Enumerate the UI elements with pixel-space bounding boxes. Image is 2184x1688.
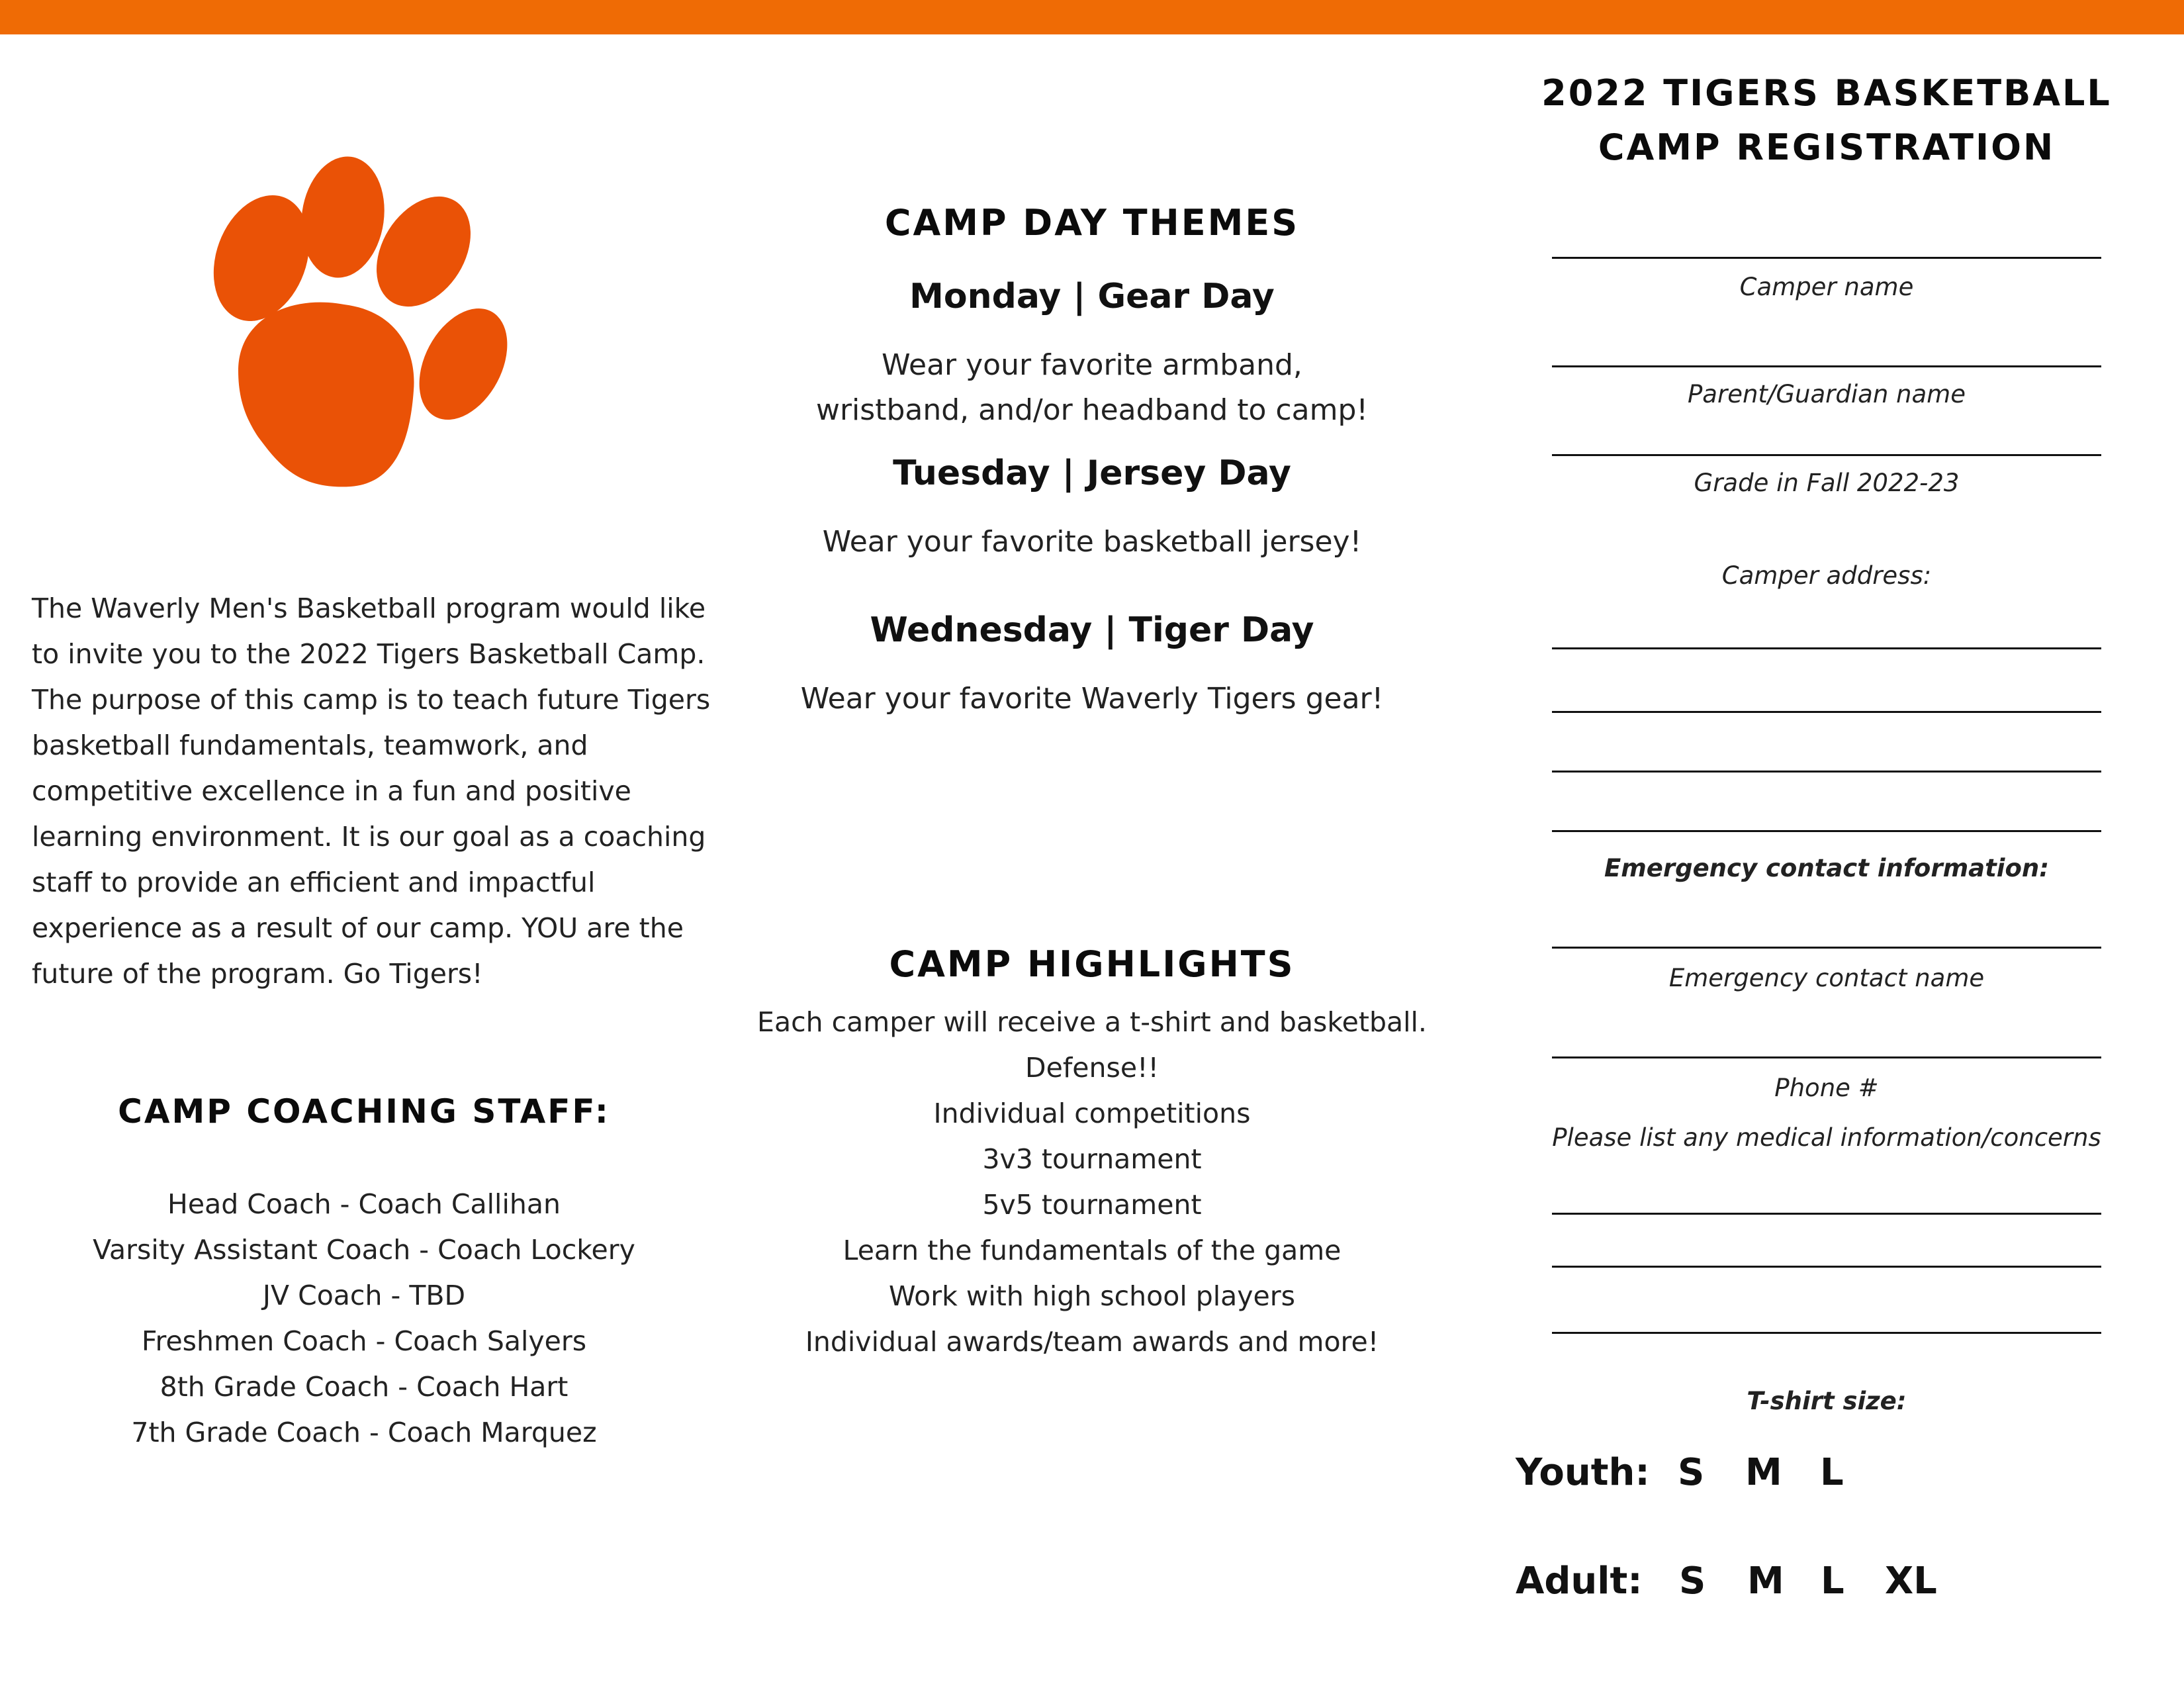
emergency-name-label: Emergency contact name: [1668, 964, 1985, 992]
youth-size-row: [1516, 1451, 2111, 1497]
coaching-staff-list: [26, 1182, 702, 1456]
day-title-tuesday: Tuesday | Jersey Day: [893, 453, 1291, 493]
size-option-adult-m[interactable]: M: [1747, 1560, 1784, 1603]
list-item: Learn the fundamentals of the game: [842, 1235, 1342, 1266]
medical-line-2[interactable]: [1552, 1266, 2101, 1268]
highlights-heading: CAMP HIGHLIGHTS: [889, 943, 1295, 985]
desc-line: Wear your favorite Waverly Tigers gear!: [800, 682, 1384, 716]
day-title-wednesday: Wednesday | Tiger Day: [870, 610, 1314, 650]
desc-line: Wear your favorite basketball jersey!: [822, 525, 1362, 559]
list-item: Defense!!: [1025, 1052, 1159, 1084]
size-option-adult-l[interactable]: L: [1821, 1560, 1844, 1603]
adult-label: Adult:: [1516, 1560, 1643, 1603]
tshirt-heading: T-shirt size:: [1747, 1387, 1907, 1415]
address-line-3[interactable]: [1552, 771, 2101, 773]
day-desc-wednesday: [735, 677, 1449, 722]
camper-name-label: Camper name: [1739, 273, 1914, 301]
list-item: Each camper will receive a t-shirt and basketball.: [757, 1006, 1427, 1038]
parent-name-field[interactable]: [1552, 365, 2101, 367]
phone-label: Phone #: [1774, 1074, 1879, 1102]
list-item: Individual awards/team awards and more!: [805, 1326, 1379, 1358]
list-item: 3v3 tournament: [982, 1143, 1202, 1175]
grade-label: Grade in Fall 2022-23: [1694, 469, 1960, 497]
address-line-1[interactable]: [1552, 647, 2101, 649]
top-accent-bar: [0, 0, 2184, 34]
form-title-line: 2022 TIGERS BASKETBALL: [1541, 72, 2112, 114]
desc-line: wristband, and/or headband to camp!: [815, 393, 1369, 427]
address-line-2[interactable]: [1552, 711, 2101, 713]
list-item: 7th Grade Coach - Coach Marquez: [131, 1417, 597, 1448]
camper-name-field[interactable]: [1552, 257, 2101, 259]
emergency-name-field[interactable]: [1552, 947, 2101, 949]
list-item: Work with high school players: [888, 1280, 1296, 1312]
day-desc-tuesday: [735, 520, 1449, 565]
list-item: 5v5 tournament: [982, 1189, 1202, 1221]
grade-field[interactable]: [1552, 454, 2101, 456]
list-item: Freshmen Coach - Coach Salyers: [141, 1325, 587, 1357]
medical-line-3[interactable]: [1552, 1332, 2101, 1334]
parent-name-label: Parent/Guardian name: [1688, 380, 1966, 408]
medical-label: Please list any medical information/concerns: [1552, 1123, 2101, 1152]
desc-line: Wear your favorite armband,: [882, 348, 1302, 382]
coaching-staff-heading: CAMP COACHING STAFF:: [118, 1092, 610, 1131]
medical-line-1[interactable]: [1552, 1213, 2101, 1215]
youth-label: Youth:: [1516, 1451, 1650, 1494]
size-option-adult-xl[interactable]: XL: [1885, 1560, 1937, 1603]
themes-heading: CAMP DAY THEMES: [884, 202, 1300, 244]
list-item: JV Coach - TBD: [262, 1280, 466, 1311]
form-title: [1509, 66, 2144, 175]
tiger-paw-icon: [199, 152, 529, 496]
emergency-heading: Emergency contact information:: [1604, 854, 2050, 882]
phone-field[interactable]: [1552, 1056, 2101, 1058]
list-item: Varsity Assistant Coach - Coach Lockery: [93, 1234, 635, 1266]
size-option-youth-m[interactable]: M: [1745, 1451, 1782, 1494]
list-item: Head Coach - Coach Callihan: [167, 1188, 561, 1220]
list-item: Individual competitions: [933, 1098, 1251, 1129]
address-line-4[interactable]: [1552, 830, 2101, 832]
form-title-line: CAMP REGISTRATION: [1598, 126, 2056, 168]
size-option-adult-s[interactable]: S: [1679, 1560, 1706, 1603]
size-option-youth-l[interactable]: L: [1820, 1451, 1844, 1494]
intro-paragraph: The Waverly Men's Basketball program would like to invite you to the 2022 Tigers Basketball Camp. The purpose of this camp is to teach future Tigers basketball fundamentals, teamwork, and competitive excellence in a fun and positive learning environment. It is our goal as a coaching staff to provide an efficient and impactful experience as a result of our camp. YOU are the future of the program. Go Tigers!: [32, 592, 711, 990]
size-option-youth-s[interactable]: S: [1678, 1451, 1705, 1494]
address-label: Camper address:: [1721, 561, 1932, 590]
adult-size-row: [1516, 1560, 2111, 1606]
highlights-list: [735, 1000, 1449, 1365]
day-title-monday: Monday | Gear Day: [909, 277, 1275, 316]
day-desc-monday: [735, 343, 1449, 433]
list-item: 8th Grade Coach - Coach Hart: [159, 1371, 569, 1403]
